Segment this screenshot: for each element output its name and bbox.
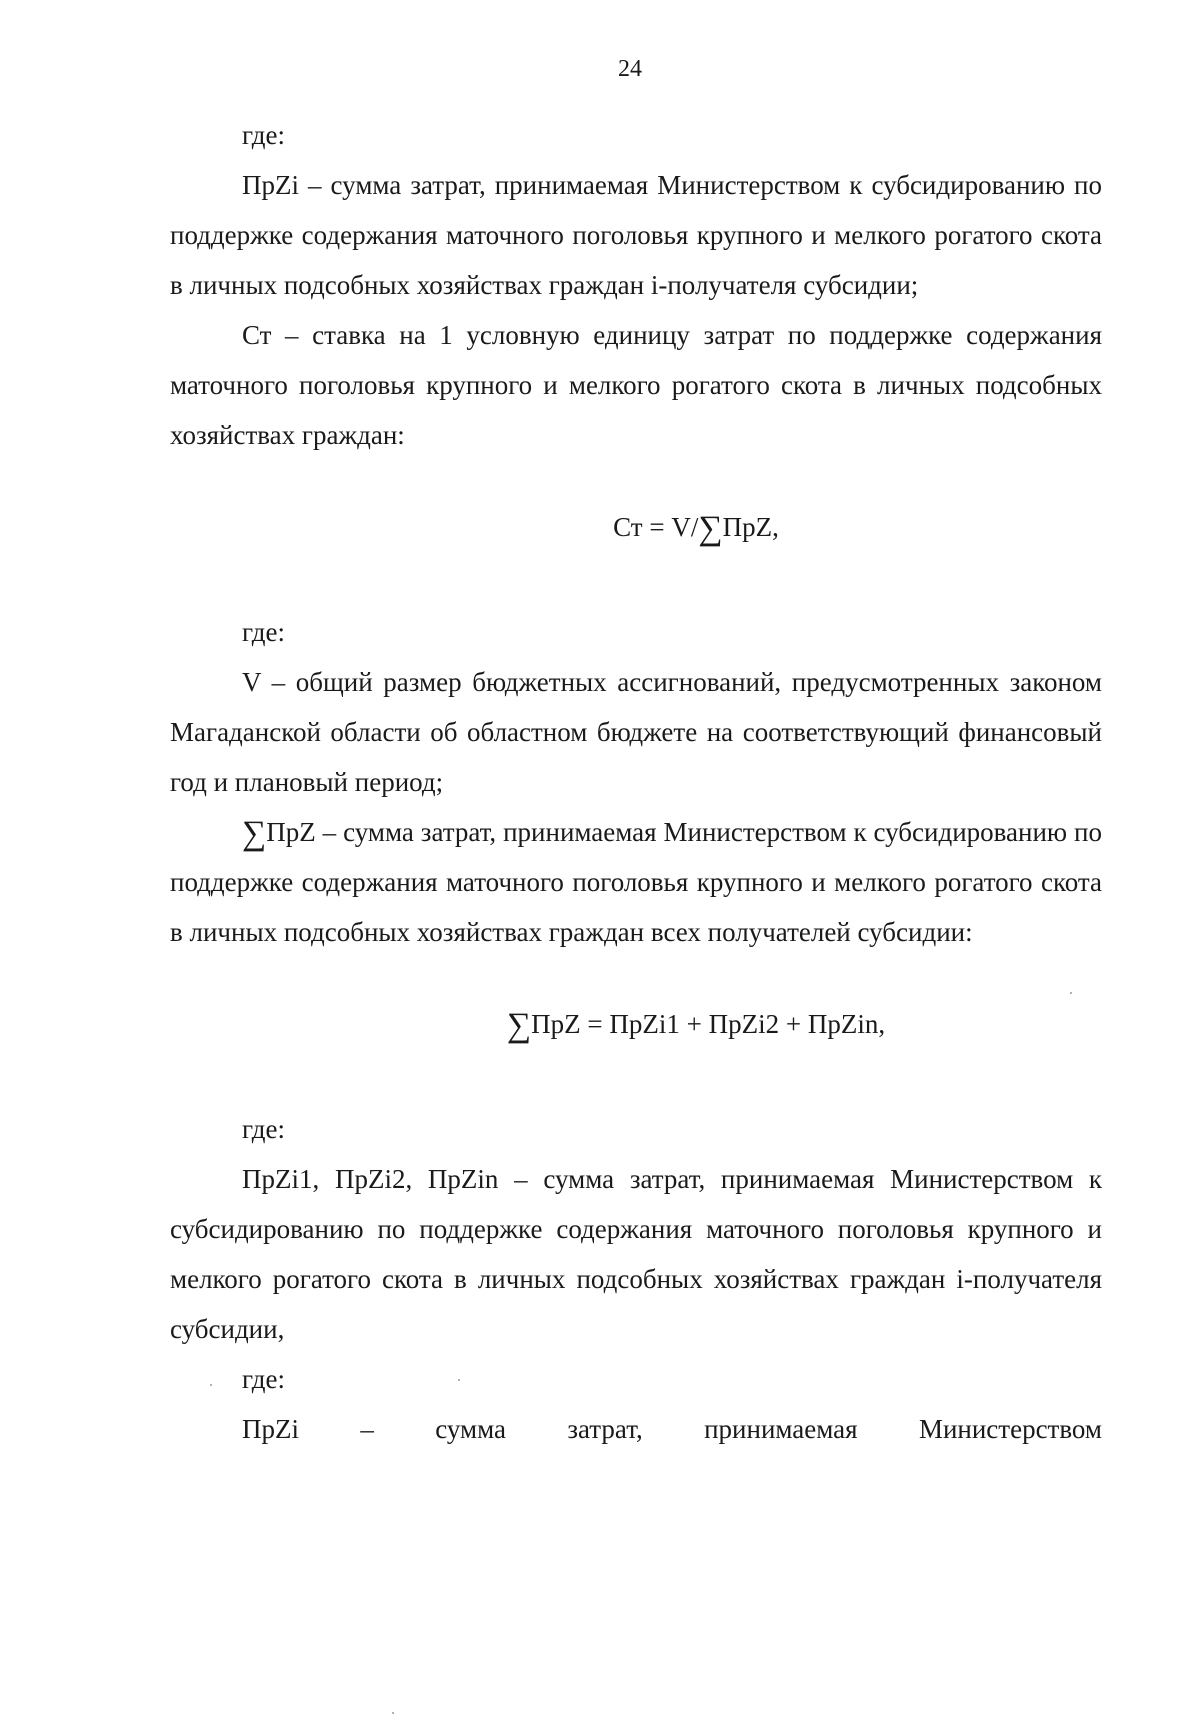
formula-sum-prz — [170, 999, 1102, 1049]
formula-st-right: ПрZ, — [722, 512, 779, 542]
formula-sum-prz-text: ПрZ = ПрZi1 + ПрZi2 + ПрZin, — [531, 1009, 886, 1039]
definition-prz-i: ПрZi – сумма затрат, принимаемая Министерством к субсидированию по поддержке содержания маточного поголовья крупного и мелкого рогатого скота в личных подсобных хозяйствах граждан i-получателя субсидии; — [170, 170, 1102, 300]
scan-speck — [1070, 992, 1072, 994]
definition-prz-i-continued: ПрZi – сумма затрат, принимаемая Министерством — [242, 1414, 1102, 1444]
definition-sum-prz-text: ПрZ – сумма затрат, принимаемая Министерством к субсидированию по поддержке содержания маточного поголовья крупного и мелкого рогатого скота в личных подсобных хозяйствах граждан всех получателей субсидии: — [170, 817, 1102, 947]
definition-st: Ст – ставка на 1 условную единицу затрат по поддержке содержания маточного поголовья крупного и мелкого рогатого скота в личных подсобных хозяйствах граждан: — [170, 320, 1102, 450]
definition-sum-prz — [170, 807, 1102, 957]
where-label: где: — [242, 1364, 285, 1394]
definition-prz-list: ПрZi1, ПрZi2, ПрZin – сумма затрат, принимаемая Министерством к субсидированию по поддержке содержания маточного поголовья крупного и мелкого рогатого скота в личных подсобных хозяйствах граждан i-получателя субсидии, — [170, 1164, 1102, 1344]
formula-st — [170, 502, 1102, 552]
sum-symbol: ∑ — [698, 510, 723, 547]
scan-speck — [458, 1379, 460, 1381]
definition-v: V – общий размер бюджетных ассигнований, предусмотренных законом Магаданской области об областном бюджете на соответствующий финансовый год и плановый период; — [170, 667, 1102, 797]
where-label: где: — [242, 120, 285, 150]
page-number: 24 — [618, 56, 642, 82]
scan-speck — [210, 1384, 212, 1386]
where-label: где: — [242, 1114, 285, 1144]
sum-symbol: ∑ — [506, 1007, 532, 1044]
document-body — [170, 110, 1102, 1454]
where-label: где: — [242, 617, 285, 647]
scan-speck — [392, 1712, 394, 1714]
formula-st-left: Ст = V/ — [613, 512, 699, 542]
sum-symbol: ∑ — [242, 815, 267, 852]
